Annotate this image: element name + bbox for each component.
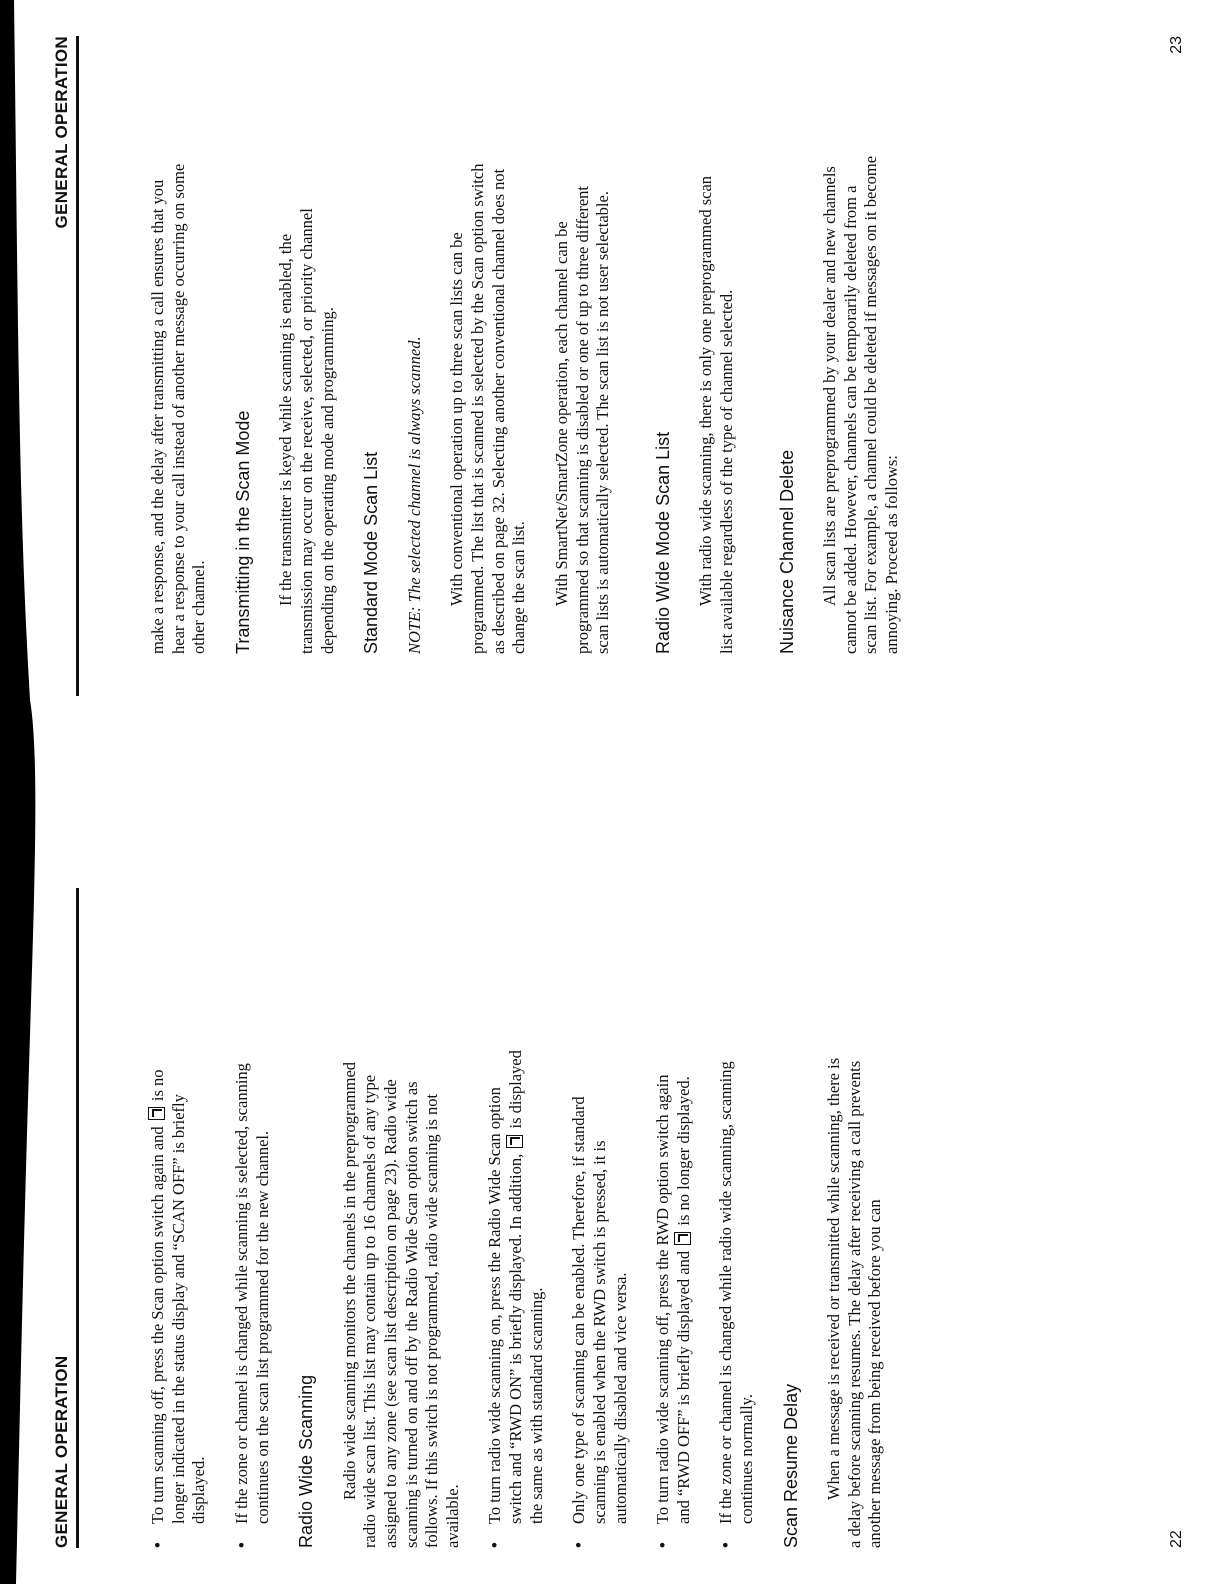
page-header: GENERAL OPERATION	[52, 36, 71, 229]
paragraph-continued: make a response, and the delay after transmitting a call ensures that you hear a response to your call instead of another message occurring on some other channel.	[148, 163, 209, 654]
heading-transmitting: Transmitting in the Scan Mode	[232, 410, 253, 654]
scan-indicator-icon	[148, 1107, 165, 1120]
page-number: 22	[1168, 1530, 1185, 1548]
heading-standard-scan-list: Standard Mode Scan List	[361, 451, 382, 654]
bullet-scan-off	[148, 1048, 210, 1548]
page-body	[148, 154, 925, 654]
page-header: GENERAL OPERATION	[52, 1355, 71, 1548]
page-body	[148, 1048, 908, 1548]
heading-nuisance-delete: Nuisance Channel Delete	[776, 449, 797, 654]
bullet-text: is no longer displayed.	[673, 1076, 693, 1226]
paragraph-smartnet: With SmartNet/SmartZone operation, each channel can be programmed so that scanning is disabled or one of up to three different scan lists is automatically selected. The scan list is not user selectable.	[551, 186, 613, 654]
note-selected-channel: NOTE: The selected channel is always scanned.	[404, 336, 424, 654]
header-rule	[76, 888, 79, 1548]
paragraph-radio-wide: Radio wide scanning monitors the channels in the preprogrammed radio wide scan list. This list may contain up to 16 channels of any type assigned to any zone (see scan list description on page 23). Radio wide scanning is turned on and off by the Radio Wide Scan option switch as follows. If this switch is not programmed, radio wide scanning is not available.	[339, 1061, 462, 1548]
bullet-rwd-on	[485, 1048, 547, 1548]
bullet-rwd-off	[653, 1048, 694, 1548]
page-number: 23	[1168, 36, 1185, 54]
paragraph-nuisance: All scan lists are preprogrammed by your dealer and new channels cannot be added. However, channels can be temporarily deleted from a scan list. For example, a channel could be deleted if messages on it become annoying. Proceed as follows:	[820, 155, 901, 654]
bullet-text: To turn radio wide scanning off, press the RWD option switch again and “RWD OFF” is briefly displayed and	[653, 1074, 693, 1524]
heading-scan-resume-delay: Scan Resume Delay	[780, 1383, 801, 1548]
bullet-zone-change: • If the zone or channel is changed while scanning is selected, scanning continues on the scan list programmed for the new channel.	[232, 1048, 273, 1548]
header-rule	[76, 36, 79, 696]
paragraph-scan-resume: When a message is received or transmitted while scanning, there is a delay before scanning resumes. The delay after receiving a call prevents another message from being received before you can	[824, 1057, 885, 1548]
heading-radio-wide-scan-list: Radio Wide Mode Scan List	[652, 431, 673, 654]
bullet-one-type: • Only one type of scanning can be enabled. Therefore, if standard scanning is enabled when the RWD switch is pressed, it is automatically disabled and vice versa.	[569, 1048, 631, 1548]
heading-radio-wide-scanning: Radio Wide Scanning	[296, 1374, 317, 1548]
scan-indicator-icon	[506, 1135, 523, 1148]
bullet-text: To turn scanning off, press the Scan option switch again and	[148, 1126, 167, 1524]
bullet-rwd-zone: • If the zone or channel is changed while radio wide scanning, scanning continues normally.	[716, 1048, 757, 1548]
page-22	[0, 792, 1224, 1584]
paragraph-radio-wide-list: With radio wide scanning, there is only one preprogrammed scan list available regardless of the type of channel selected.	[696, 175, 736, 654]
bullet-text: To turn radio wide scanning on, press the Radio Wide Scan option switch and “RWD ON” is briefly displayed. In addition,	[485, 1087, 525, 1524]
paragraph-conventional: With conventional operation up to three scan lists can be programmed. The list that is scanned is selected by the Scan option switch as described on page 32. Selecting another conventional channel does not change the scan list.	[447, 163, 529, 654]
bullet-text: is displayed the same as with standard scanning.	[506, 1050, 546, 1524]
paragraph-transmitting: If the transmitter is keyed while scanning is enabled, the transmission may occur on the receive, selected, or priority channel depending on the operating mode and programming.	[276, 208, 337, 654]
scan-indicator-icon	[674, 1232, 691, 1245]
bullet-text: is no longer indicated in the status display and “SCAN OFF” is briefly displayed.	[148, 1069, 209, 1524]
